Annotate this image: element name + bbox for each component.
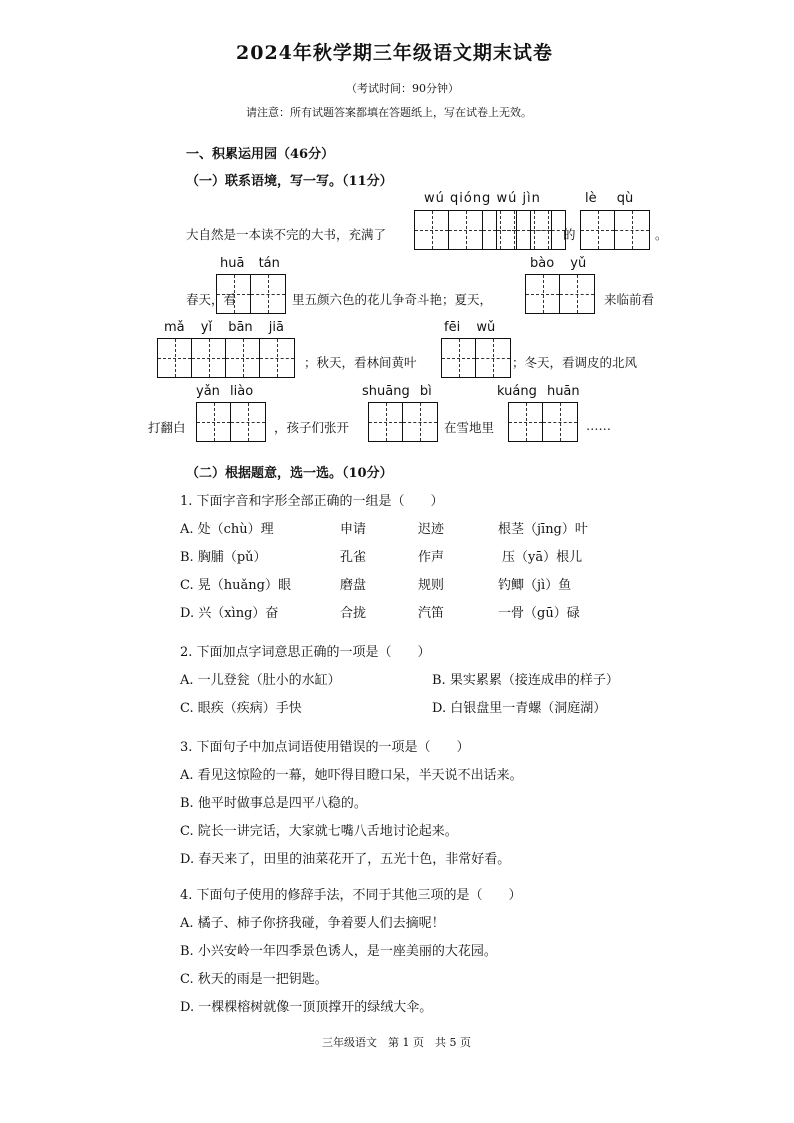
pinyin-baoyu: bào yǔ <box>530 256 587 271</box>
passage-line1-b: 的 <box>563 227 576 242</box>
pinyin-feiwu: fēi wǔ <box>444 320 496 335</box>
passage-line4-a: 打翻白 <box>148 420 186 435</box>
q1-option-c[interactable]: C. 晃（huǎng）眼 <box>180 578 291 593</box>
grid-cell[interactable] <box>442 339 476 377</box>
grid-cell[interactable] <box>526 275 560 313</box>
grid-cell[interactable] <box>251 275 285 313</box>
q2-option-c[interactable]: C. 眼疾（疾病）手快 <box>180 701 302 716</box>
answer-grid-yanliao[interactable] <box>196 402 266 442</box>
grid-cell[interactable] <box>226 339 260 377</box>
exam-notice: 请注意：所有试题答案都填在答题纸上，写在试卷上无效。 <box>246 106 532 119</box>
question-2-stem: 2. 下面加点字词意思正确的一项是（ ） <box>180 645 431 660</box>
q4-option-d[interactable]: D. 一棵棵榕树就像一顶顶撑开的绿绒大伞。 <box>180 1000 433 1015</box>
q1-option-b-word2: 孔雀 <box>340 550 367 565</box>
passage-line4-c: 在雪地里 <box>444 420 495 435</box>
grid-cell[interactable] <box>543 403 577 441</box>
q1-option-c-word4: 钓鲫（jì）鱼 <box>498 578 572 593</box>
passage-line1-end: 。 <box>655 227 668 242</box>
answer-grid-feiwu[interactable] <box>441 338 511 378</box>
grid-cell[interactable] <box>260 339 294 377</box>
grid-cell[interactable] <box>415 211 449 249</box>
answer-grid-baoyu[interactable] <box>525 274 595 314</box>
q1-option-b[interactable]: B. 胸脯（pǔ） <box>180 550 267 565</box>
subsection-heading-1: （一）联系语境，写一写。（11分） <box>186 174 393 189</box>
q1-option-b-word3: 作声 <box>418 550 445 565</box>
grid-cell[interactable] <box>497 211 531 249</box>
q1-option-d-word3: 汽笛 <box>418 606 445 621</box>
grid-cell[interactable] <box>217 275 251 313</box>
grid-cell[interactable] <box>403 403 437 441</box>
passage-line2-a: 春天，看 <box>186 292 237 307</box>
passage-line3-b: ；冬天，看调皮的北风 <box>512 355 638 370</box>
q1-option-c-word3: 规则 <box>418 578 445 593</box>
answer-grid-mayibanjia[interactable] <box>157 338 295 378</box>
page-footer: 三年级语文 第 1 页 共 5 页 <box>322 1036 471 1049</box>
passage-line2-c: 来临前看 <box>604 292 655 307</box>
q2-option-d[interactable]: D. 白银盘里一青螺（洞庭湖） <box>432 701 607 716</box>
pinyin-lequ: lè qù <box>585 191 634 206</box>
q1-option-d[interactable]: D. 兴（xìng）奋 <box>180 606 279 621</box>
answer-grid-shuangbi[interactable] <box>368 402 438 442</box>
answer-grid-huatan[interactable] <box>216 274 286 314</box>
q1-option-c-word2: 磨盘 <box>340 578 367 593</box>
pinyin-shuangbi: shuāng bì <box>362 384 432 399</box>
pinyin-mayibanjia: mǎ yǐ bān jiā <box>164 320 284 335</box>
grid-cell[interactable] <box>369 403 403 441</box>
answer-grid-lequ[interactable] <box>580 210 650 250</box>
q4-option-a[interactable]: A. 橘子、柿子你挤我碰，争着要人们去摘呢！ <box>180 916 445 931</box>
grid-cell[interactable] <box>476 339 510 377</box>
grid-cell[interactable] <box>509 403 543 441</box>
pinyin-wuqiongwujin: wú qióng wú jìn <box>424 191 541 206</box>
passage-line3-a: ；秋天，看林间黄叶 <box>304 355 417 370</box>
q3-option-d[interactable]: D. 春天来了，田里的油菜花开了，五光十色，非常好看。 <box>180 852 511 867</box>
q4-option-b[interactable]: B. 小兴安岭一年四季景色诱人，是一座美丽的大花园。 <box>180 944 497 959</box>
page-title: 2024年秋学期三年级语文期末试卷 <box>236 42 553 64</box>
q3-option-c[interactable]: C. 院长一讲完话，大家就七嘴八舌地讨论起来。 <box>180 824 458 839</box>
grid-cell[interactable] <box>231 403 265 441</box>
q2-option-a[interactable]: A. 一儿登瓮（肚小的水缸） <box>180 673 341 688</box>
exam-time: （考试时间：90分钟） <box>346 82 459 95</box>
passage-line1-a: 大自然是一本读不完的大书，充满了 <box>186 227 387 242</box>
section-heading-1: 一、积累运用园（46分） <box>186 147 335 162</box>
q1-option-a-word2: 申请 <box>340 522 367 537</box>
q3-option-b[interactable]: B. 他平时做事总是四平八稳的。 <box>180 796 367 811</box>
q1-option-d-word2: 合拢 <box>340 606 367 621</box>
question-3-stem: 3. 下面句子中加点词语使用错误的一项是（ ） <box>180 740 470 755</box>
subsection-heading-2: （二）根据题意，选一选。（10分） <box>186 466 393 481</box>
q1-option-d-word4: 一骨（gū）碌 <box>498 606 580 621</box>
q1-option-a[interactable]: A. 处（chù）理 <box>180 522 274 537</box>
grid-cell[interactable] <box>449 211 483 249</box>
grid-cell[interactable] <box>615 211 649 249</box>
pinyin-huatan: huā tán <box>220 256 280 271</box>
q3-option-a[interactable]: A. 看见这惊险的一幕，她吓得目瞪口呆，半天说不出话来。 <box>180 768 523 783</box>
question-1-stem: 1. 下面字音和字形全部正确的一组是（ ） <box>180 494 444 509</box>
grid-cell[interactable] <box>197 403 231 441</box>
grid-cell[interactable] <box>581 211 615 249</box>
question-4-stem: 4. 下面句子使用的修辞手法，不同于其他三项的是（ ） <box>180 888 522 903</box>
answer-grid-kuanghuan[interactable] <box>508 402 578 442</box>
answer-grid-wuqiongwujin-2[interactable] <box>496 210 566 250</box>
q1-option-a-word4: 根茎（jīng）叶 <box>498 522 588 537</box>
q2-option-b[interactable]: B. 果实累累（接连成串的样子） <box>432 673 619 688</box>
grid-cell[interactable] <box>531 211 565 249</box>
grid-cell[interactable] <box>158 339 192 377</box>
pinyin-yanliao: yǎn liào <box>196 384 254 399</box>
passage-line4-end: …… <box>586 418 611 433</box>
passage-line2-b: 里五颜六色的花儿争奇斗艳；夏天， <box>292 292 493 307</box>
passage-line4-b: ，孩子们张开 <box>274 420 350 435</box>
q4-option-c[interactable]: C. 秋天的雨是一把钥匙。 <box>180 972 328 987</box>
grid-cell[interactable] <box>192 339 226 377</box>
q1-option-b-word4: 压（yā）根儿 <box>502 550 583 565</box>
pinyin-kuanghuan: kuáng huān <box>497 384 580 399</box>
q1-option-a-word3: 迟迹 <box>418 522 445 537</box>
grid-cell[interactable] <box>560 275 594 313</box>
